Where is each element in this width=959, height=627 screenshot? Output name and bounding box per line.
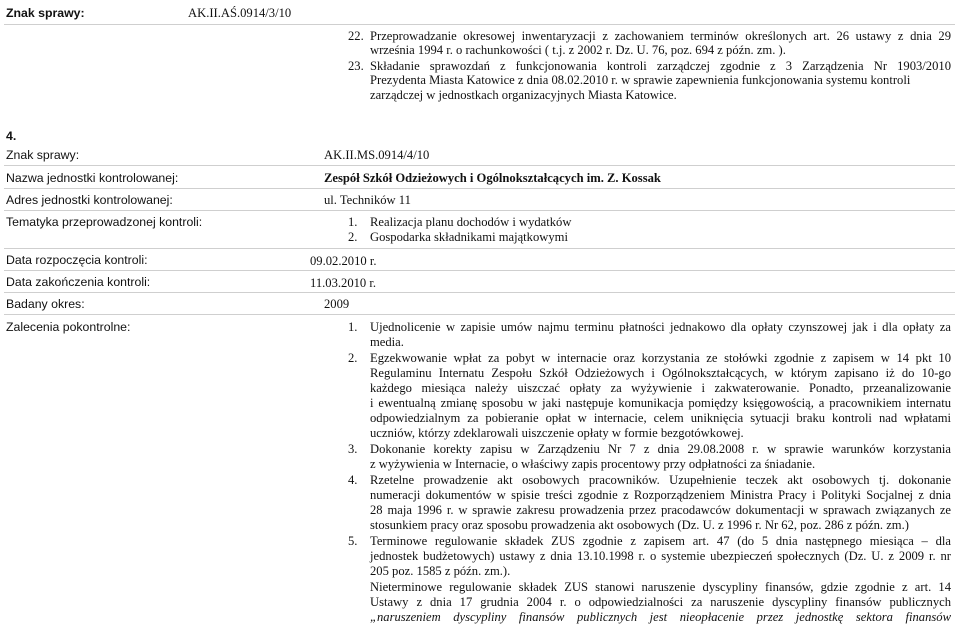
item-line: Składanie sprawozdań z funkcjonowania kontroli zarządczej zgodnie z 3 Zarządzenia Nr 1903/2010 [370,59,951,73]
period-value: 2009 [324,297,350,311]
item-line: Dokonanie korekty zapisu w Zarządzeniu Nr 7 z dnia 29.08.2008 r. w sprawie warunków korzystania [370,442,951,456]
item-line: każdego miesiąca należy uiszczać opłaty za wyżywienie i zakwaterowanie. Ponadto, przeanalizowanie [370,381,951,395]
item-line: Przeprowadzanie okresowej inwentaryzacji z zachowaniem terminów określonych art. 26 ustawy z dnia 29 [370,29,951,43]
item-line: Rzetelne prowadzenie akt osobowych pracowników. Uzupełnienie teczek akt osobowych tj. dokonanie [370,473,951,487]
item-number: 2. [348,230,358,244]
end-value: 11.03.2010 r. [310,276,376,290]
start-label: Data rozpoczęcia kontroli: [6,253,148,267]
separator [4,248,955,249]
item-line: z wyżywienia w Internacie, o właściwy zapis procentowy przy odpłatności za śniadanie. [370,457,816,471]
item-number: 1. [348,215,358,229]
topic-text: Realizacja planu dochodów i wydatków [370,215,572,229]
recs-label: Zalecenia pokontrolne: [6,320,131,334]
item-line: Prezydenta Miasta Katowice z dnia 08.02.2010 r. w sprawie zapewnienia funkcjonowania systemu kontroli [370,73,911,87]
separator [4,314,955,315]
period-label: Badany okres: [6,297,85,311]
item-number: 3. [348,442,358,456]
case-label: Znak sprawy: [6,148,80,162]
separator [4,292,955,293]
item-line: stosunkiem pracy oraz sposobu prowadzenia akt osobowych (Dz. U. z 1996 r. Nr 62, poz. 286 z późn. zm.) [370,518,909,532]
separator [4,188,955,189]
item-line: media. [370,335,404,349]
section-number: 4. [6,129,17,143]
separator [4,24,955,25]
item-line: Ujednolicenie w zapisie umów najmu terminu płatności jednakowo dla opłaty czynszowej jak i dla opłaty za [370,320,951,334]
item-line: Terminowe regulowanie składek ZUS zgodnie z zapisem art. 47 (do 5 dnia następnego miesiąca – dla [370,534,951,548]
separator [4,165,955,166]
item-line: jednostek budżetowych) ustawy z dnia 13.10.1998 r. o systemie ubezpieczeń społecznych (Dz. U. z 2009 r. nr [370,549,951,563]
start-value: 09.02.2010 r. [310,254,377,268]
case-value: AK.II.MS.0914/4/10 [324,148,430,162]
item-line: i ewentualną zmianę sposobu w jaki następuje komunikacja pomiędzy księgowością, a pracownikiem internatu [370,396,951,410]
unit-value: Zespół Szkół Odzieżowych i Ogólnokształcących im. Z. Kossak [324,171,661,185]
item-number: 23. [348,59,364,73]
item-line: 28 maja 1996 r. w sprawie zakresu prowadzenia przez pracodawców dokumentacji w sprawach związanych ze [370,503,951,517]
item-line: Ustawy z dnia 17 grudnia 2004 r. o odpowiedzialności za naruszenie dyscypliny finansów publicznych [370,595,951,609]
address-label: Adres jednostki kontrolowanej: [6,193,173,207]
address-value: ul. Techników 11 [324,193,411,207]
item-number: 5. [348,534,358,548]
item-number: 22. [348,29,364,43]
item-number: 2. [348,351,358,365]
item-line: Regulaminu Internatu Zespołu Szkół Odzieżowych i Ogólnokształcących, w którym zapisano iż do 10-go [370,366,951,380]
unit-label: Nazwa jednostki kontrolowanej: [6,171,179,185]
case-label: Znak sprawy: [6,6,85,20]
topic-text: Gospodarka składnikami majątkowymi [370,230,568,244]
topic-label: Tematyka przeprowadzonej kontroli: [6,215,203,229]
item-line: Egzekwowanie wpłat za pobyt w internacie oraz korzystania ze stołówki zgodnie z zapisem w 14 pkt 10 [370,351,951,365]
item-line: odpowiedzialnym za pobieranie opłat w internacie, celem uniknięcia sytuacji braku kontroli nad wpłatami [370,411,951,425]
item-line: Nieterminowe regulowanie składek ZUS stanowi naruszenie dyscypliny finansów, gdzie zgodnie z art. 14 [370,580,951,594]
item-line: „naruszeniem dyscypliny finansów publicznych jest nieopłacenie przez jednostkę sektora finansów [370,610,951,624]
item-line: numeracji dokumentów w spisie treści zgodnie z Rozporządzeniem Ministra Pracy i Polityki Socjalnej z dnia [370,488,951,502]
item-line: uczniów, którzy zdeklarowali uiszczenie opłaty w formie bezgotówkowej. [370,426,744,440]
item-number: 4. [348,473,358,487]
item-line: września 1994 r. o rachunkowości ( t.j. z 2002 r. Dz. U. 76, poz. 694 z późn. zm. ). [370,43,786,57]
separator [4,210,955,211]
item-line: 205 poz. 1585 z późn. zm.). [370,564,511,578]
case-value: AK.II.AŚ.0914/3/10 [188,6,292,20]
separator [4,270,955,271]
item-number: 1. [348,320,358,334]
item-line: zarządczej w jednostkach organizacyjnych Miasta Katowice. [370,88,677,102]
end-label: Data zakończenia kontroli: [6,275,151,289]
